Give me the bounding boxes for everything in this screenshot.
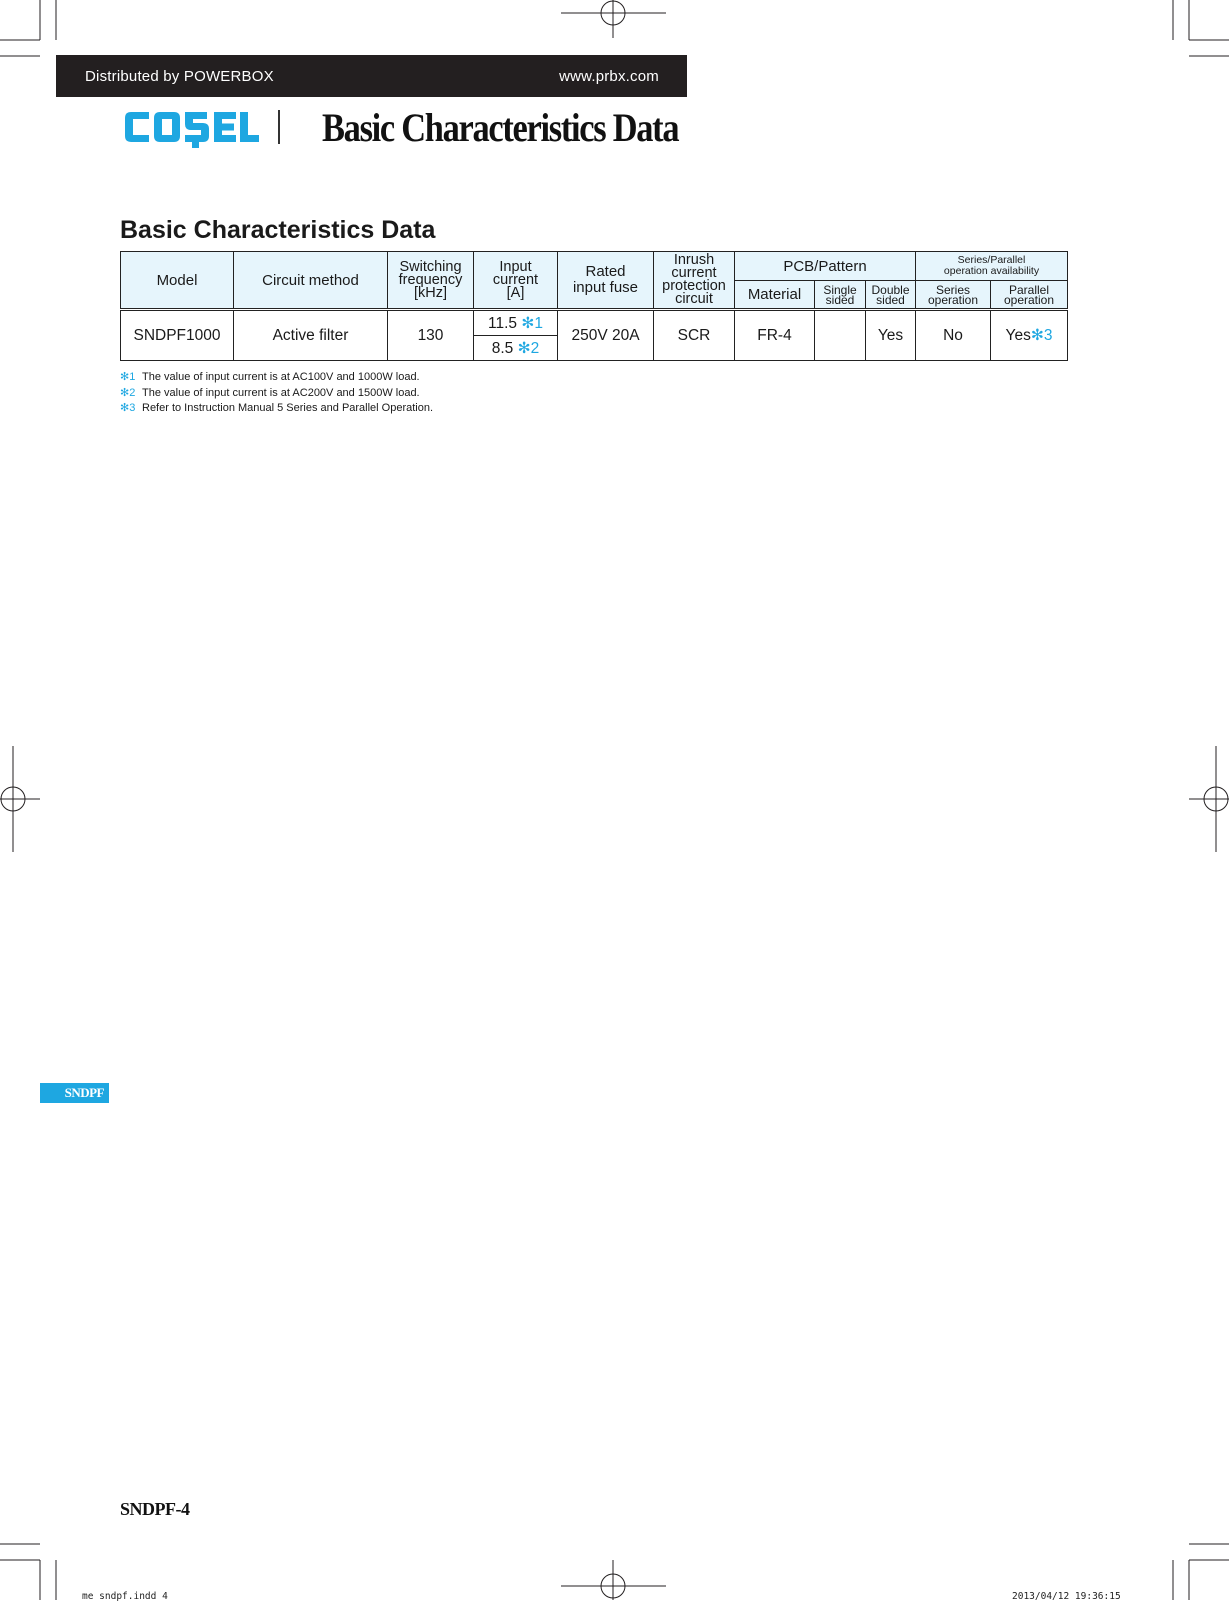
header-series-operation-line: operation	[927, 292, 979, 307]
footnote-text: The value of input current is at AC200V and 1500W load.	[142, 386, 420, 399]
table-row	[121, 310, 1068, 336]
header-switching-frequency-line: Switching	[399, 258, 462, 275]
cell-parallel-operation	[991, 310, 1068, 361]
cosel-logo	[123, 108, 259, 148]
footnote-mark: ✻3	[120, 402, 136, 414]
header-parallel-operation	[991, 281, 1068, 310]
cell-material: FR-4	[735, 310, 815, 361]
header-parallel-operation-line: Parallel	[1008, 282, 1050, 297]
header-single-sided-line: sided	[825, 292, 855, 307]
header-divider	[278, 110, 280, 144]
cell-single-sided	[815, 310, 866, 361]
header-switching-frequency	[388, 252, 474, 310]
header-series-parallel-line: operation availability	[943, 265, 1040, 277]
slug-timestamp: 2013/04/12 19:36:15	[1012, 1591, 1121, 1602]
footnote-ref: ✻1	[521, 314, 543, 332]
distributor-url[interactable]: www.prbx.com	[559, 67, 659, 85]
cell-series-operation: No	[916, 310, 991, 361]
header-inrush-line: protection	[662, 278, 726, 294]
header-rated-input-fuse-line: input fuse	[572, 279, 639, 296]
header-circuit-method: Circuit method	[234, 252, 388, 310]
basic-characteristics-table	[120, 251, 1068, 361]
header-material: Material	[735, 281, 815, 310]
footnote-item	[120, 386, 433, 402]
header-inrush-protection	[654, 252, 735, 310]
page-number: SNDPF-4	[120, 1499, 190, 1519]
header-title: Basic Characteristics Data	[322, 105, 679, 150]
header-series-operation-line: Series	[935, 282, 970, 297]
distributor-text: Distributed by POWERBOX	[85, 67, 274, 85]
header-model: Model	[121, 252, 234, 310]
header-series-parallel	[916, 252, 1068, 281]
footnote-text: The value of input current is at AC100V and 1000W load.	[142, 371, 420, 383]
cell-inrush-protection: SCR	[654, 310, 735, 361]
header-double-sided-line: Double	[871, 282, 910, 297]
footnote-item	[120, 370, 433, 386]
header-switching-frequency-line: frequency	[398, 271, 463, 288]
footnote-ref: ✻2	[517, 339, 540, 357]
cell-input-current-100v	[474, 310, 558, 336]
footnote-item	[120, 401, 433, 417]
footnote-ref: ✻3	[1030, 327, 1053, 344]
header-inrush-line: circuit	[675, 291, 713, 307]
footnote-mark: ✻1	[120, 371, 136, 383]
cell-model: SNDPF1000	[121, 310, 234, 361]
side-index-tab: SNDPF	[40, 1083, 109, 1103]
header-double-sided-line: sided	[876, 292, 905, 307]
section-title: Basic Characteristics Data	[120, 216, 436, 244]
header-series-parallel-line: Series/Parallel	[957, 253, 1026, 266]
header-input-current-line: Input	[499, 258, 532, 275]
header-input-current-line: [A]	[506, 284, 525, 301]
header-pcb-pattern: PCB/Pattern	[735, 252, 916, 281]
header-series-operation	[916, 281, 991, 310]
slug-filename: me sndpf.indd 4	[82, 1591, 168, 1602]
footnote-text: Refer to Instruction Manual 5 Series and Parallel Operation.	[142, 402, 434, 414]
cell-rated-input-fuse: 250V 20A	[558, 310, 654, 361]
cell-double-sided: Yes	[866, 310, 916, 361]
footnotes	[120, 370, 433, 417]
input-current-value: 11.5	[488, 314, 518, 332]
header-switching-frequency-line: [kHz]	[413, 284, 448, 301]
cell-switching-frequency: 130	[388, 310, 474, 361]
header-parallel-operation-line: operation	[1003, 292, 1055, 307]
cell-circuit-method: Active filter	[234, 310, 388, 361]
input-current-value: 8.5	[491, 339, 514, 357]
header-single-sided	[815, 281, 866, 310]
header-double-sided	[866, 281, 916, 310]
header-input-current	[474, 252, 558, 310]
header-rated-input-fuse-line: Rated	[585, 263, 626, 280]
distributor-bar	[56, 55, 687, 97]
header-inrush-line: Inrush	[673, 252, 715, 268]
footnote-mark: ✻2	[120, 386, 136, 399]
header-input-current-line: current	[492, 271, 539, 288]
header-single-sided-line: Single	[823, 282, 857, 297]
parallel-operation-value: Yes	[1005, 327, 1031, 344]
cell-input-current-200v	[474, 336, 558, 361]
header-rated-input-fuse	[558, 252, 654, 310]
header-inrush-line: current	[671, 265, 717, 281]
